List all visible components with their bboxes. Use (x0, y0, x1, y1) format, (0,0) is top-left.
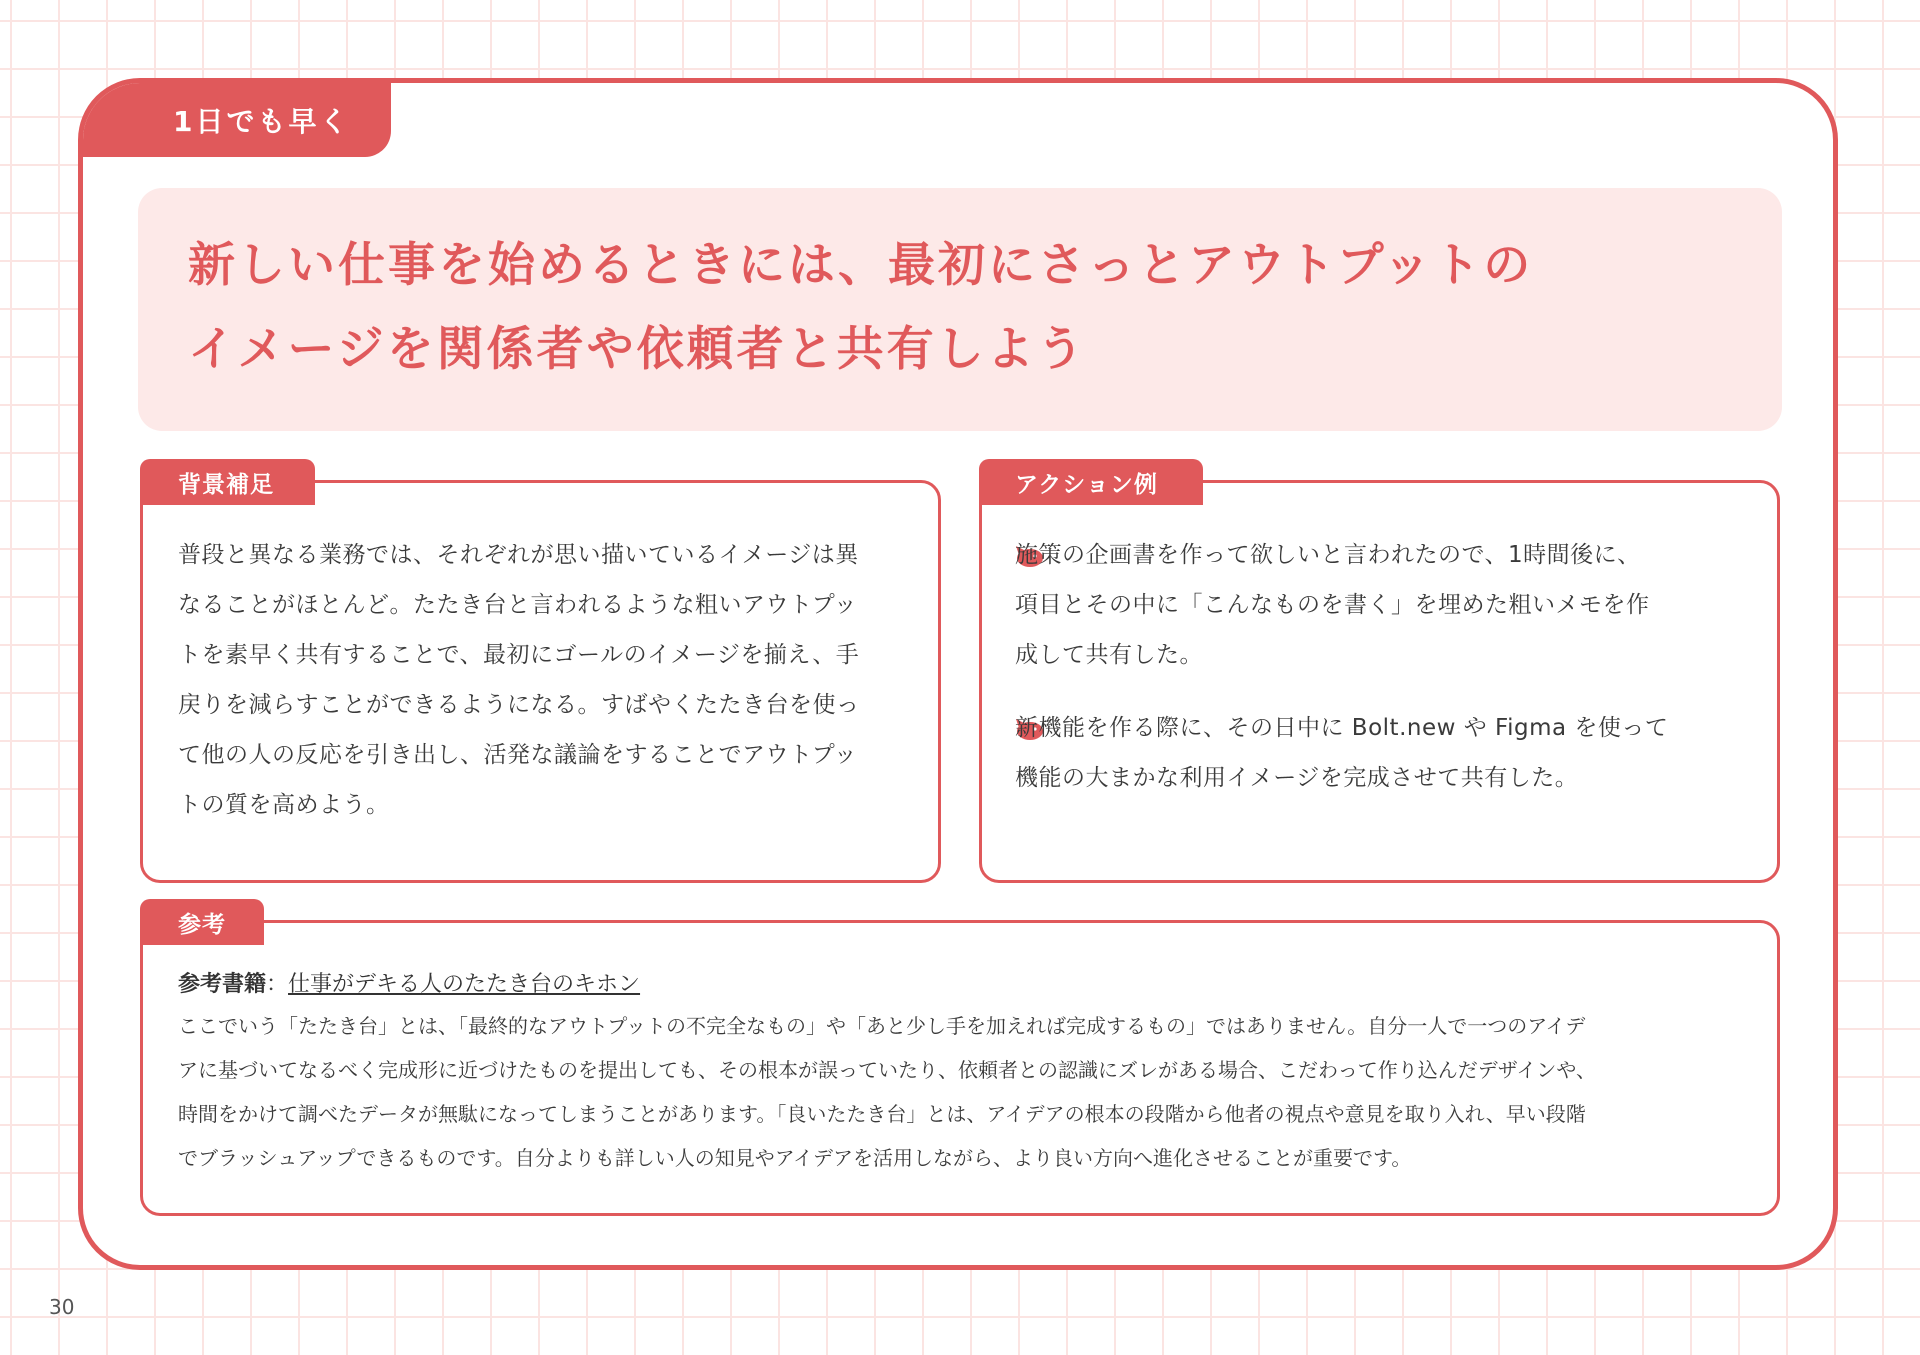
background-tab: 背景補足 (140, 459, 315, 505)
action-line: 成して共有した。 (1015, 642, 1203, 668)
action-item (1015, 703, 1668, 803)
action-line: 新機能を作る際に、その日中に Bolt.new や Figma を使って (1015, 715, 1669, 741)
card-tab-label: 1日でも早く (83, 83, 391, 157)
reference-line: ここでいう「たたき台」とは、「最終的なアウトプットの不完全なもの」や「あと少し手を加えれば完成するもの」ではありません。自分一人で一つのアイデ (178, 1014, 1586, 1038)
reference-book (178, 967, 640, 1003)
headline-box (138, 188, 1782, 431)
reference-separator: ： (266, 972, 289, 997)
background-line: て他の人の反応を引き出し、活発な議論をすることでアウトプッ (178, 742, 858, 768)
background-line: 普段と異なる業務では、それぞれが思い描いているイメージは異 (178, 542, 859, 568)
action-item (1015, 530, 1650, 680)
reference-line: アに基づいてなるべく完成形に近づけたものを提出しても、その根本が誤っていたり、依頼者との認識にズレがある場合、こだわって作り込んだデザインや、 (178, 1058, 1596, 1082)
actions-tab: アクション例 (979, 459, 1203, 505)
background-text (178, 530, 860, 830)
page-number: 30 (49, 1295, 75, 1319)
headline-line-1: 新しい仕事を始めるときには、最初にさっとアウトプットの (188, 238, 1534, 293)
reference-tab: 参考 (140, 899, 264, 945)
reference-line: 時間をかけて調べたデータが無駄になってしまうことがあります。「良いたたき台」とは、アイデアの根本の段階から他者の視点や意見を取り入れ、早い段階 (178, 1102, 1586, 1126)
background-line: 戻りを減らすことができるようになる。すばやくたたき台を使っ (178, 692, 860, 718)
action-line: 機能の大まかな利用イメージを完成させて共有した。 (1015, 765, 1579, 791)
reference-book-link[interactable]: 仕事がデキる人のたたき台のキホン (288, 972, 641, 997)
action-line: 施策の企画書を作って欲しいと言われたので、1時間後に、 (1015, 542, 1641, 568)
background-line: トを素早く共有することで、最初にゴールのイメージを揃え、手 (178, 642, 860, 668)
headline-line-2: イメージを関係者や依頼者と共有しよう (188, 322, 1087, 377)
action-line: 項目とその中に「こんなものを書く」を埋めた粗いメモを作 (1015, 592, 1650, 618)
reference-book-label: 参考書籍 (178, 972, 267, 997)
reference-text (178, 1004, 1596, 1180)
reference-line: でブラッシュアップできるものです。自分よりも詳しい人の知見やアイデアを活用しながら、より良い方向へ進化させることが重要です。 (178, 1146, 1412, 1170)
background-line: なることがほとんど。たたき台と言われるような粗いアウトプッ (178, 592, 858, 618)
background-line: トの質を高めよう。 (178, 792, 390, 818)
